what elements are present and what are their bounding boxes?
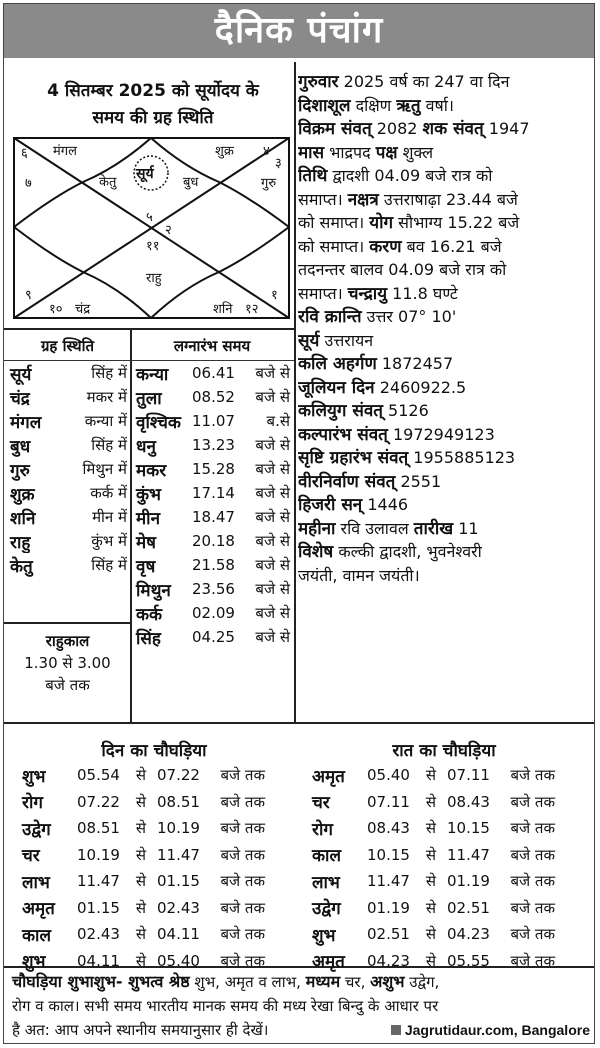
- house-2: २: [165, 223, 172, 238]
- detail-karan: को समाप्त। करण बव 16.21 बजे: [298, 236, 502, 257]
- choghadiya-s: से: [425, 766, 437, 785]
- lagna-time: 18.47: [192, 508, 235, 526]
- choghadiya-n: अमृत: [22, 899, 55, 920]
- choghadiya-e: बजे तक: [220, 766, 265, 785]
- choghadiya-s: से: [425, 792, 437, 811]
- lagna-suffix: बजे से: [255, 436, 290, 454]
- graha-sign: मिथुन में: [82, 460, 127, 478]
- choghadiya-e: बजे तक: [220, 951, 265, 970]
- detail-day: गुरुवार 2025 वर्ष का 247 वा दिन: [298, 72, 510, 92]
- graha-row: [4, 481, 131, 505]
- choghadiya-a: 08.43: [367, 819, 410, 838]
- lagna-suffix: बजे से: [255, 580, 290, 598]
- divider-under-chart: [4, 328, 294, 330]
- choghadiya-s: से: [425, 819, 437, 838]
- detail-vishesh-2: जयंती, वामन जयंती।: [298, 565, 420, 585]
- detail-dishashool: दिशाशूल दक्षिण ऋतु वर्षा।: [298, 95, 454, 116]
- choghadiya-a: 11.47: [77, 872, 120, 891]
- graha-sign: सिंह में: [91, 556, 127, 574]
- lagna-name: सिंह: [136, 628, 161, 649]
- choghadiya-b: 01.15: [157, 872, 200, 891]
- choghadiya-a: 01.19: [367, 898, 410, 917]
- lagna-row: [132, 385, 292, 409]
- choghadiya-s: से: [425, 898, 437, 917]
- choghadiya-s: से: [425, 951, 437, 970]
- planet-moon: चंद्र: [75, 302, 91, 317]
- choghadiya-row: [22, 789, 265, 816]
- detail-kaliyug: कलियुग संवत् 5126: [298, 401, 429, 421]
- house-1: १: [271, 288, 278, 303]
- graha-row: [4, 361, 131, 385]
- left-heading-2: समय की ग्रह स्थिति: [92, 108, 214, 128]
- rahukal-time: 1.30 से 3.00: [24, 654, 111, 672]
- lagna-row: [132, 481, 292, 505]
- choghadiya-row: [22, 762, 265, 789]
- graha-name: शुक्र: [10, 484, 35, 505]
- lagna-suffix: बजे से: [255, 628, 290, 646]
- detail-veernirvan: वीरनिर्वाण संवत् 2551: [298, 471, 442, 492]
- detail-ravi-kranti: रवि क्रान्ति उत्तर 07° 10': [298, 307, 457, 327]
- lagna-name: मेष: [136, 532, 156, 553]
- divider-main: [294, 62, 296, 722]
- choghadiya-row: [22, 921, 265, 948]
- graha-row: [4, 457, 131, 481]
- choghadiya-b: 04.23: [447, 925, 490, 944]
- choghadiya-s: से: [135, 766, 147, 785]
- site-credit: Jagrutidaur.com, Bangalore: [391, 1018, 590, 1042]
- choghadiya-b: 08.43: [447, 792, 490, 811]
- graha-name: केतु: [10, 556, 33, 577]
- choghadiya-b: 11.47: [447, 845, 490, 864]
- choghadiya-e: बजे तक: [510, 845, 555, 864]
- lagna-name: धनु: [136, 436, 156, 457]
- graha-row: [4, 433, 131, 457]
- detail-surya: सूर्य उत्तरायन: [298, 330, 374, 351]
- detail-tithi: तिथि द्वादशी 04.09 बजे रात्र को: [298, 166, 493, 186]
- page-title: दैनिक पंचांग: [4, 4, 594, 58]
- choghadiya-n: काल: [312, 846, 341, 867]
- choghadiya-a: 05.54: [77, 766, 120, 785]
- choghadiya-e: बजे तक: [510, 951, 555, 970]
- graha-table: [4, 336, 131, 577]
- lagna-time: 06.41: [192, 364, 235, 382]
- lagna-row: [132, 433, 292, 457]
- choghadiya-e: बजे तक: [510, 819, 555, 838]
- choghadiya-a: 05.40: [367, 766, 410, 785]
- lagna-name: कुंभ: [136, 484, 162, 505]
- planet-rahu: राहु: [146, 271, 162, 286]
- night-choghadiya-header: रात का चौघड़िया: [392, 741, 496, 761]
- day-choghadiya-header: दिन का चौघड़िया: [101, 741, 207, 761]
- lagna-suffix: बजे से: [255, 532, 290, 550]
- choghadiya-n: लाभ: [312, 872, 340, 893]
- detail-vishesh: विशेष कल्की द्वादशी, भुवनेश्वरी: [298, 542, 482, 562]
- choghadiya-s: से: [135, 872, 147, 891]
- lagna-name: मकर: [136, 460, 167, 481]
- choghadiya-n: अमृत: [312, 766, 345, 787]
- lagna-suffix: बजे से: [255, 460, 290, 478]
- choghadiya-s: से: [135, 845, 147, 864]
- choghadiya-a: 07.11: [367, 792, 410, 811]
- choghadiya-e: बजे तक: [510, 925, 555, 944]
- choghadiya-n: शुभ: [312, 925, 336, 946]
- choghadiya-b: 05.40: [157, 951, 200, 970]
- divider-choghadiya-center: [298, 734, 299, 964]
- lagna-name: वृष: [136, 556, 156, 577]
- choghadiya-row: [312, 815, 555, 842]
- choghadiya-row: [312, 868, 555, 895]
- choghadiya-e: बजे तक: [220, 898, 265, 917]
- choghadiya-e: बजे तक: [510, 766, 555, 785]
- choghadiya-a: 01.15: [77, 898, 120, 917]
- planet-sun: सूर्य: [136, 166, 154, 182]
- detail-maas: मास भाद्रपद पक्ष शुक्ल: [298, 142, 434, 163]
- house-5: ५: [146, 210, 153, 225]
- choghadiya-s: से: [135, 951, 147, 970]
- choghadiya-row: [22, 815, 265, 842]
- house-7: ७: [25, 176, 32, 191]
- choghadiya-n: रोग: [22, 793, 43, 814]
- choghadiya-b: 05.55: [447, 951, 490, 970]
- detail-kalparambh: कल्पारंभ संवत् 1972949123: [298, 424, 495, 445]
- lagna-suffix: बजे से: [255, 364, 290, 382]
- choghadiya-row: [312, 921, 555, 948]
- lagna-time: 17.14: [192, 484, 235, 502]
- choghadiya-s: से: [135, 898, 147, 917]
- lagna-time: 11.07: [192, 412, 235, 430]
- house-6: ६: [21, 146, 28, 161]
- rahukal-title: राहुकाल: [45, 632, 90, 650]
- planet-ketu: केतु: [99, 175, 117, 190]
- choghadiya-row: [22, 895, 265, 922]
- left-heading-1: 4 सितम्बर 2025 को सूर्योदय के: [47, 81, 259, 101]
- choghadiya-b: 08.51: [157, 792, 200, 811]
- divider-above-choghadiya: [4, 722, 594, 724]
- lagna-row: [132, 553, 292, 577]
- house-9: ९: [25, 288, 32, 303]
- square-icon: [391, 1025, 401, 1035]
- lagna-time: 13.23: [192, 436, 235, 454]
- lagna-name: तुला: [136, 388, 162, 409]
- lagna-row: [132, 505, 292, 529]
- lagna-suffix: ब.से: [266, 412, 290, 430]
- choghadiya-s: से: [135, 819, 147, 838]
- detail-kali-ahargan: कलि अहर्गण 1872457: [298, 354, 454, 374]
- choghadiya-b: 10.19: [157, 819, 200, 838]
- lagna-name: वृश्चिक: [136, 412, 181, 433]
- graha-row: [4, 529, 131, 553]
- panchang-page: [3, 3, 595, 1044]
- choghadiya-n: रोग: [312, 819, 333, 840]
- lagna-row: [132, 529, 292, 553]
- graha-sign: कन्या में: [84, 412, 127, 430]
- graha-name: बुध: [10, 436, 31, 457]
- lagna-row: [132, 361, 292, 385]
- lagna-time: 20.18: [192, 532, 235, 550]
- planet-venus: शुक्र: [215, 144, 234, 159]
- choghadiya-n: शुभ: [22, 766, 46, 787]
- choghadiya-n: लाभ: [22, 872, 50, 893]
- choghadiya-row: [312, 842, 555, 869]
- choghadiya-e: बजे तक: [220, 872, 265, 891]
- choghadiya-a: 02.51: [367, 925, 410, 944]
- lagna-row: [132, 625, 292, 649]
- lagna-name: कर्क: [136, 604, 163, 625]
- choghadiya-e: बजे तक: [510, 792, 555, 811]
- rahukal-suffix: बजे तक: [45, 676, 90, 694]
- choghadiya-b: 10.15: [447, 819, 490, 838]
- choghadiya-a: 04.23: [367, 951, 410, 970]
- choghadiya-s: से: [425, 845, 437, 864]
- graha-name: सूर्य: [10, 364, 32, 385]
- detail-nakshatra: समाप्त। नक्षत्र उत्तराषाढ़ा 23.44 बजे: [298, 189, 518, 210]
- lagna-table: [132, 336, 292, 649]
- lagna-name: मिथुन: [136, 580, 171, 601]
- lagna-time: 21.58: [192, 556, 235, 574]
- graha-sign: सिंह में: [91, 436, 127, 454]
- graha-sign: सिंह में: [91, 364, 127, 382]
- lagna-suffix: बजे से: [255, 484, 290, 502]
- graha-sign: कर्क में: [90, 484, 127, 502]
- graha-sign: मकर में: [86, 388, 127, 406]
- choghadiya-row: [312, 895, 555, 922]
- choghadiya-n: चर: [312, 793, 330, 814]
- choghadiya-row: [312, 789, 555, 816]
- choghadiya-row: [22, 868, 265, 895]
- kundli-chart: [13, 137, 290, 319]
- choghadiya-a: 08.51: [77, 819, 120, 838]
- lagna-time: 15.28: [192, 460, 235, 478]
- choghadiya-a: 04.11: [77, 951, 120, 970]
- choghadiya-e: बजे तक: [220, 819, 265, 838]
- lagna-name: मीन: [136, 508, 161, 529]
- graha-row: [4, 505, 131, 529]
- choghadiya-b: 04.11: [157, 925, 200, 944]
- divider-rahukal: [4, 622, 131, 624]
- footer-note: चौघड़िया शुभाशुभ- शुभत्व श्रेष्ठ शुभ, अमृत व लाभ, मध्यम चर, अशुभ उद्वेग, रोग व काल। सभी समय भारतीय मानक समय की मध्य रेखा बिन्दु के आधार पर है अत: आप अपने स्थानीय समयानुसार ही देखें। Jagrutidaur.com, Bangalore: [12, 970, 590, 1042]
- graha-row: [4, 409, 131, 433]
- graha-name: चंद्र: [10, 388, 30, 409]
- lagna-time: 04.25: [192, 628, 235, 646]
- house-11: ११: [146, 239, 160, 254]
- house-12: १२: [245, 302, 259, 317]
- choghadiya-n: उद्वेग: [22, 819, 51, 840]
- detail-srishti: सृष्टि ग्रहारंभ संवत् 1955885123: [298, 448, 516, 468]
- choghadiya-b: 07.22: [157, 766, 200, 785]
- choghadiya-n: चर: [22, 846, 40, 867]
- graha-sign: मीन में: [92, 508, 127, 526]
- lagna-suffix: बजे से: [255, 604, 290, 622]
- lagna-header: लग्नारंभ समय: [173, 337, 251, 355]
- choghadiya-s: से: [425, 925, 437, 944]
- choghadiya-a: 10.19: [77, 845, 120, 864]
- choghadiya-row: [312, 762, 555, 789]
- planet-mercury: बुध: [183, 175, 199, 190]
- choghadiya-a: 11.47: [367, 872, 410, 891]
- detail-mahina: महीना रवि उलावल तारीख 11: [298, 518, 479, 539]
- choghadiya-b: 07.11: [447, 766, 490, 785]
- lagna-time: 02.09: [192, 604, 235, 622]
- graha-name: गुरु: [10, 460, 30, 481]
- choghadiya-e: बजे तक: [220, 925, 265, 944]
- choghadiya-n: काल: [22, 925, 51, 946]
- choghadiya-e: बजे तक: [510, 898, 555, 917]
- lagna-row: [132, 601, 292, 625]
- house-3: ३: [275, 156, 282, 171]
- choghadiya-e: बजे तक: [220, 845, 265, 864]
- lagna-row: [132, 457, 292, 481]
- lagna-time: 08.52: [192, 388, 235, 406]
- rahukal-box: [4, 630, 131, 696]
- graha-row: [4, 385, 131, 409]
- detail-karan-2: तदनन्तर बालव 04.09 बजे रात्र को: [298, 260, 507, 279]
- choghadiya-a: 02.43: [77, 925, 120, 944]
- detail-yoga: को समाप्त। योग सौभाग्य 15.22 बजे: [298, 213, 520, 233]
- choghadiya-e: बजे तक: [510, 872, 555, 891]
- planet-saturn: शनि: [213, 302, 233, 317]
- lagna-suffix: बजे से: [255, 508, 290, 526]
- choghadiya-s: से: [135, 792, 147, 811]
- choghadiya-b: 11.47: [157, 845, 200, 864]
- choghadiya-e: बजे तक: [220, 792, 265, 811]
- graha-header: ग्रह स्थिति: [40, 337, 95, 355]
- choghadiya-s: से: [135, 925, 147, 944]
- lagna-time: 23.56: [192, 580, 235, 598]
- choghadiya-b: 01.19: [447, 872, 490, 891]
- graha-name: शनि: [10, 508, 36, 529]
- lagna-suffix: बजे से: [255, 556, 290, 574]
- graha-name: मंगल: [10, 412, 42, 433]
- panchang-details: [298, 70, 592, 587]
- choghadiya-a: 10.15: [367, 845, 410, 864]
- choghadiya-n: उद्वेग: [312, 899, 341, 920]
- choghadiya-b: 02.43: [157, 898, 200, 917]
- detail-chandrayu: समाप्त। चन्द्रायु 11.8 घण्टे: [298, 283, 458, 304]
- planet-jupiter: गुरु: [261, 176, 277, 191]
- graha-name: राहु: [10, 532, 31, 553]
- graha-row: [4, 553, 131, 577]
- lagna-row: [132, 409, 292, 433]
- house-10: १०: [49, 302, 63, 317]
- lagna-suffix: बजे से: [255, 388, 290, 406]
- choghadiya-a: 07.22: [77, 792, 120, 811]
- detail-julian: जूलियन दिन 2460922.5: [298, 377, 467, 398]
- choghadiya-row: [22, 842, 265, 869]
- detail-samvat: विक्रम संवत् 2082 शक संवत् 1947: [298, 119, 530, 139]
- choghadiya-b: 02.51: [447, 898, 490, 917]
- choghadiya-n: अमृत: [312, 952, 345, 973]
- lagna-row: [132, 577, 292, 601]
- choghadiya-n: शुभ: [22, 952, 46, 973]
- planet-mars: मंगल: [53, 144, 77, 159]
- graha-sign: कुंभ में: [91, 532, 127, 550]
- house-4: ४: [263, 144, 270, 159]
- choghadiya-s: से: [425, 872, 437, 891]
- lagna-name: कन्या: [136, 364, 169, 385]
- detail-hijri: हिजरी सन् 1446: [298, 495, 409, 515]
